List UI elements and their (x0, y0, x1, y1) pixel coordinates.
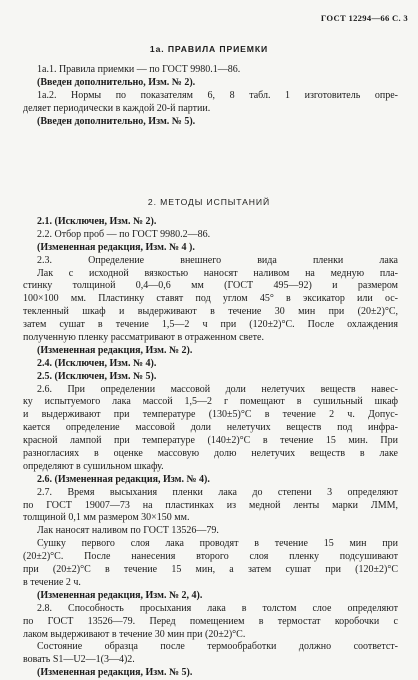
text-line: толщиной 0,1 мм размером 30×150 мм. (23, 512, 190, 524)
text-line: (Введен дополнительно, Изм. № 5). (37, 115, 196, 127)
text-line: (Измененная редакция, Изм. № 5). (37, 667, 193, 679)
text-line: определяют в сушильном шкафу. (23, 460, 164, 472)
text-line: 2.5. (Исключен, Изм. № 5). (37, 370, 157, 382)
text-line: 1а.2. Нормы по показателям 6, 8 табл. 1 изготовитель опре- (37, 89, 398, 101)
text-line: и выдерживают при температуре (130±5)°С в течение 2 ч. Допус- (23, 409, 398, 421)
text-line: затем сушат в течение 1,5—2 ч при (120±2)°С. После охлаждения (23, 319, 398, 331)
text-line: лаком выдерживают в течение 30 мин при (20±2)°С. (23, 628, 246, 640)
text-line: по ГОСТ 13526—79. Перед помещением в термостат коробочки с (23, 615, 398, 627)
text-line: кается определение массовой доли нелетучих веществ под инфра- (23, 422, 398, 434)
text-line: в течение 2 ч. (23, 576, 81, 588)
section-acceptance-body (23, 64, 398, 128)
text-line: ку испытуемого лака массой 1,5—2 г помещают в сушильный шкаф (23, 396, 398, 408)
section-title-acceptance: 1а. ПРАВИЛА ПРИЕМКИ (149, 44, 269, 54)
text-line: 2.3. Определение внешнего вида пленки лака (37, 254, 398, 266)
text-line: Лак наносят наливом по ГОСТ 13526—79. (37, 525, 219, 537)
text-line: 2.1. (Исключен, Изм. № 2). (37, 216, 157, 227)
text-line: стинку толщиной 0,4—0,6 мм (ГОСТ 495—92) и размером (23, 280, 398, 292)
text-line: (Измененная редакция, Изм. № 4 ). (37, 241, 195, 253)
text-line: по ГОСТ 19007—73 на пластинках из медной ленты марки ЛММ, (23, 499, 398, 511)
page-header: ГОСТ 12294—66 С. 3 (320, 13, 408, 23)
section-title-test-methods: 2. МЕТОДЫ ИСПЫТАНИЙ (147, 197, 271, 207)
text-line: 2.8. Способность просыхания лака в толстом слое определяют (37, 602, 398, 614)
text-line: 2.7. Время высыхания пленки лака до степени 3 определяют (37, 486, 398, 498)
text-line: (Введен дополнительно, Изм. № 2). (37, 76, 196, 88)
text-line: 100×100 мм. Пластинку ставят под углом 45° в эксикатор или ос- (23, 293, 398, 305)
text-line: Состояние образца после термообработки должно соответст- (37, 641, 398, 653)
text-line: 2.2. Отбор проб — по ГОСТ 9980.2—86. (37, 228, 211, 240)
text-line: 2.6. (Измененная редакция, Изм. № 4). (37, 473, 210, 485)
text-line: вовать S1—U2—1(3—4)2. (23, 654, 135, 666)
text-line: разногласиях в оценке массовую долю нелетучих веществ в лаке (23, 448, 398, 460)
text-line: полученную пленку рассматривают в отраженном свете. (23, 332, 264, 344)
text-line: красной лампой при температуре (140±2)°С в течение 15 мин. При (23, 435, 398, 447)
text-line: текленный шкаф и выдерживают в течение 30 мин при (20±2)°С, (23, 306, 398, 318)
text-line: (20±2)°С. После нанесения второго слоя пленку подсушивают (23, 551, 398, 563)
text-line: деляет периодически в каждой 20-й партии. (23, 102, 211, 114)
text-line: Сушку первого слоя лака проводят в течение 15 мин при (37, 538, 398, 550)
text-line: 2.6. При определении массовой доли нелетучих веществ навес- (37, 383, 398, 395)
text-line: при (20±2)°С в течение 15 мин, а затем сушат при (120±2)°С (23, 564, 398, 576)
section-test-methods-body (23, 216, 398, 680)
text-line: (Измененная редакция, Изм. № 2). (37, 344, 193, 356)
text-line: 2.4. (Исключен, Изм. № 4). (37, 357, 157, 369)
text-line: (Измененная редакция, Изм. № 2, 4). (37, 589, 203, 601)
text-line: Лак с исходной вязкостью наносят наливом на медную пла- (37, 267, 398, 279)
text-line: 1а.1. Правила приемки — по ГОСТ 9980.1—86. (37, 64, 241, 75)
